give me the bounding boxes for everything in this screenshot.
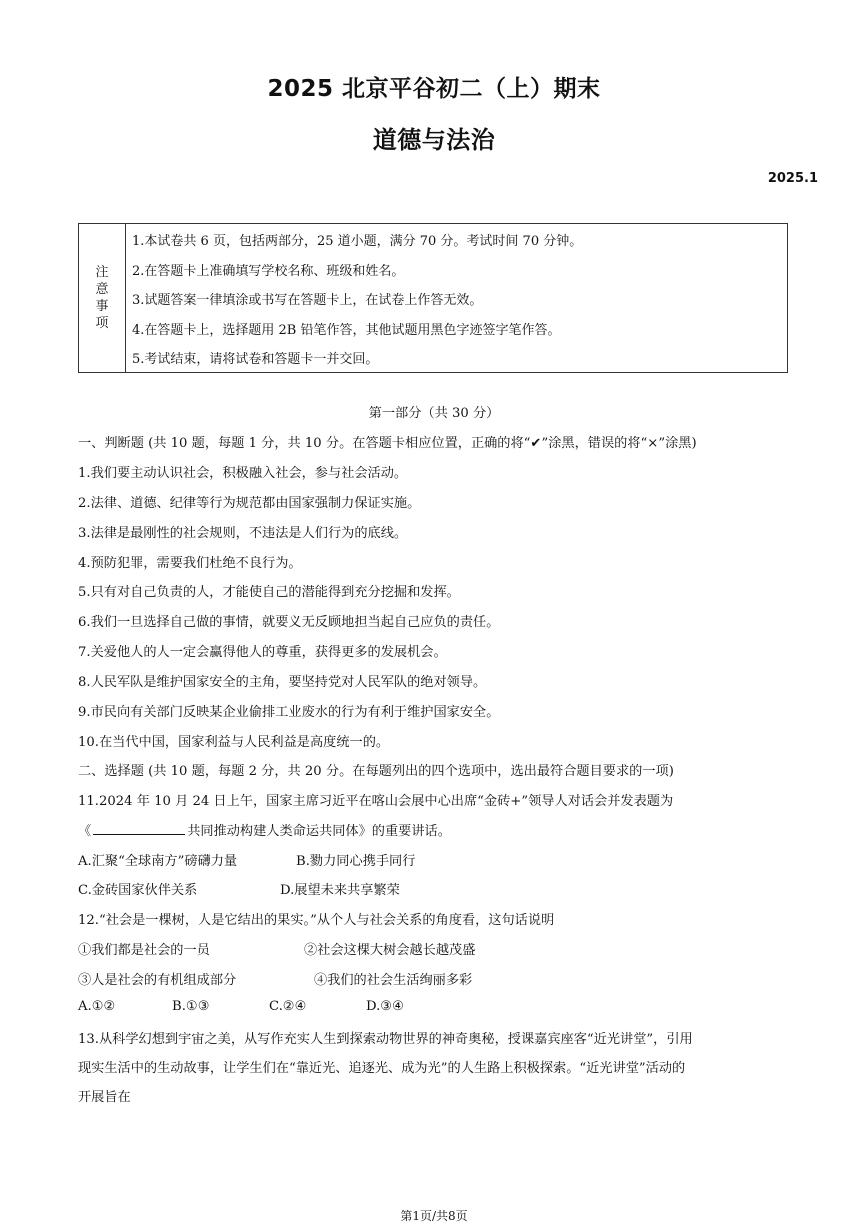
exam-date: 2025.1 — [767, 171, 818, 186]
judgment-item: 4.预防犯罪，需要我们杜绝不良行为。 — [78, 556, 302, 571]
section-title-choice: 二、选择题 (共 10 题，每题 2 分，共 20 分。在每题列出的四个选项中，选出最符合题目要求的一项) — [78, 764, 674, 779]
page-footer: 第1页/共8页 — [400, 1209, 468, 1223]
judgment-item: 9.市民向有关部门反映某企业偷排工业废水的行为有利于维护国家安全。 — [78, 705, 500, 720]
judgment-item: 3.法律是最刚性的社会规则，不违法是人们行为的底线。 — [78, 526, 408, 541]
judgment-item: 6.我们一旦选择自己做的事情，就要义无反顾地担当起自己应负的责任。 — [78, 615, 500, 630]
question-13-stem: 开展旨在 — [78, 1090, 131, 1105]
notice-items — [126, 224, 787, 372]
option-a: A.①② — [78, 999, 116, 1014]
notice-label-char: 意 — [95, 282, 109, 297]
section-title-judgment: 一、判断题 (共 10 题，每题 1 分，共 10 分。在答题卡相应位置，正确的将“✔”涂黑，错误的将“×”涂黑) — [78, 436, 697, 451]
option-c: C.②④ — [269, 999, 307, 1014]
part-heading: 第一部分（共 30 分） — [368, 406, 500, 421]
question-11-stem-line2 — [78, 820, 451, 839]
statement-1: ①我们都是社会的一员 — [78, 943, 210, 958]
notice-label-char: 项 — [95, 316, 109, 331]
notice-item: 2.在答题卡上准确填写学校名称、班级和姓名。 — [132, 263, 405, 279]
judgment-item: 8.人民军队是维护国家安全的主角，要坚持党对人民军队的绝对领导。 — [78, 675, 487, 690]
question-12-options — [78, 999, 404, 1014]
question-12-statements-row2 — [78, 969, 472, 988]
question-12-statements-row1 — [78, 939, 475, 958]
option-b: B.勠力同心携手同行 — [296, 854, 416, 869]
question-11-stem: 11.2024 年 10 月 24 日上午，国家主席习近平在喀山会展中心出席“金砖+”领导人对话会并发表题为 — [78, 794, 674, 809]
statement-3: ③人是社会的有机组成部分 — [78, 973, 237, 988]
notice-item: 5.考试结束，请将试卷和答题卡一并交回。 — [132, 352, 379, 367]
notice-item: 3.试题答案一律填涂或书写在答题卡上，在试卷上作答无效。 — [132, 293, 483, 308]
notice-box — [78, 223, 788, 373]
notice-label — [79, 224, 126, 372]
answer-blank — [93, 822, 185, 835]
question-11-options-row2 — [78, 879, 400, 898]
statement-4: ④我们的社会生活绚丽多彩 — [314, 973, 473, 988]
notice-item: 4.在答题卡上，选择题用 2B 铅笔作答，其他试题用黑色字迹签字笔作答。 — [132, 322, 561, 338]
judgment-item: 10.在当代中国，国家利益与人民利益是高度统一的。 — [78, 735, 390, 750]
judgment-item: 2.法律、道德、纪律等行为规范都由国家强制力保证实施。 — [78, 496, 421, 511]
statement-2: ②社会这棵大树会越长越茂盛 — [304, 943, 476, 958]
judgment-item: 1.我们要主动认识社会，积极融入社会，参与社会活动。 — [78, 466, 408, 481]
subject-title: 道德与法治 — [372, 126, 496, 154]
quote-rest: 共同推动构建人类命运共同体》的重要讲话。 — [187, 824, 451, 839]
question-13-stem: 现实生活中的生动故事，让学生们在“靠近光、追逐光、成为光”的人生路上积极探索。“近光讲堂”活动的 — [78, 1061, 686, 1076]
notice-label-char: 注 — [95, 265, 109, 280]
option-c: C.金砖国家伙伴关系 — [78, 883, 198, 898]
notice-item: 1.本试卷共 6 页，包括两部分，25 道小题，满分 70 分。考试时间 70 分钟。 — [132, 234, 583, 249]
notice-label-char: 事 — [95, 299, 109, 314]
exam-title: 2025 北京平谷初二（上）期末 — [267, 76, 601, 102]
option-b: B.①③ — [172, 999, 210, 1014]
option-d: D.展望未来共享繁荣 — [280, 883, 400, 898]
question-13-stem: 13.从科学幻想到宇宙之美，从写作充实人生到探索动物世界的神奇奥秘，授课嘉宾座客“近光讲堂”，引用 — [78, 1032, 693, 1047]
question-11-options-row1 — [78, 850, 415, 869]
judgment-item: 5.只有对自己负责的人，才能使自己的潜能得到充分挖掘和发挥。 — [78, 585, 460, 600]
option-a: A.汇聚“全球南方”磅礴力量 — [78, 854, 238, 869]
option-d: D.③④ — [366, 999, 404, 1014]
quote-open: 《 — [78, 824, 92, 839]
question-12-stem: 12.“社会是一棵树，人是它结出的果实。”从个人与社会关系的角度看，这句话说明 — [78, 913, 555, 928]
judgment-item: 7.关爱他人的人一定会赢得他人的尊重，获得更多的发展机会。 — [78, 645, 447, 660]
